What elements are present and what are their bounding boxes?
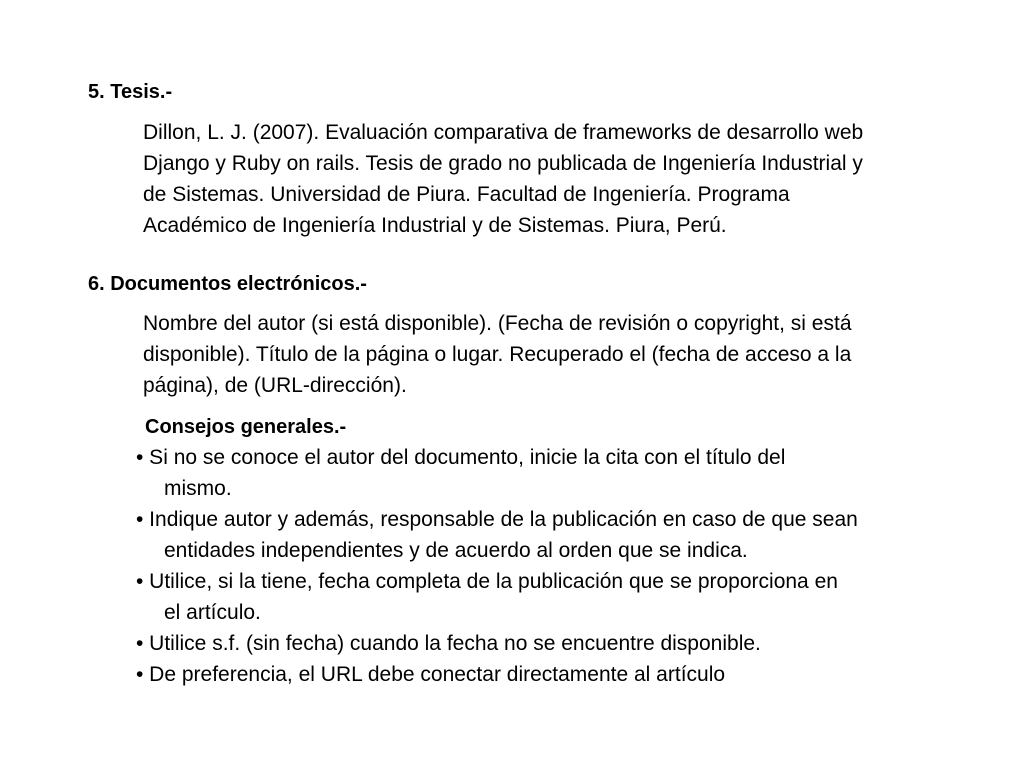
consejos-heading: Consejos generales.-: [145, 416, 347, 438]
format-line: página), de (URL-dirección).: [143, 374, 407, 397]
citation-line: Dillon, L. J. (2007). Evaluación comparativa de frameworks de desarrollo web: [143, 121, 864, 144]
citation-line: Django y Ruby on rails. Tesis de grado no publicada de Ingeniería Industrial y: [143, 152, 863, 175]
tip-line: • Si no se conoce el autor del documento, inicie la cita con el título del: [136, 446, 786, 469]
citation-line: de Sistemas. Universidad de Piura. Facultad de Ingeniería. Programa: [143, 183, 790, 206]
consejos-list: [136, 442, 858, 690]
format-line: disponible). Título de la página o lugar. Recuperado el (fecha de acceso a la: [143, 343, 852, 366]
tip-line: • De preferencia, el URL debe conectar directamente al artículo: [136, 663, 726, 686]
tip-line: • Utilice, si la tiene, fecha completa de la publicación que se proporciona en: [136, 570, 838, 593]
citation-line: Académico de Ingeniería Industrial y de Sistemas. Piura, Perú.: [143, 214, 727, 237]
section-heading-documentos-electronicos: 6. Documentos electrónicos.-: [88, 273, 367, 295]
tip-line-continuation: entidades independientes y de acuerdo al orden que se indica.: [164, 539, 748, 562]
tip-line-continuation: mismo.: [164, 477, 232, 500]
tip-line: • Utilice s.f. (sin fecha) cuando la fecha no se encuentre disponible.: [136, 632, 761, 655]
format-line: Nombre del autor (si está disponible). (Fecha de revisión o copyright, si está: [143, 312, 852, 335]
section-heading-tesis: 5. Tesis.-: [88, 81, 173, 103]
tip-line-continuation: el artículo.: [164, 601, 261, 624]
documentos-citation-format: [143, 308, 852, 401]
tesis-citation-example: [143, 117, 863, 241]
tip-line: • Indique autor y además, responsable de la publicación en caso de que sean: [136, 508, 858, 531]
